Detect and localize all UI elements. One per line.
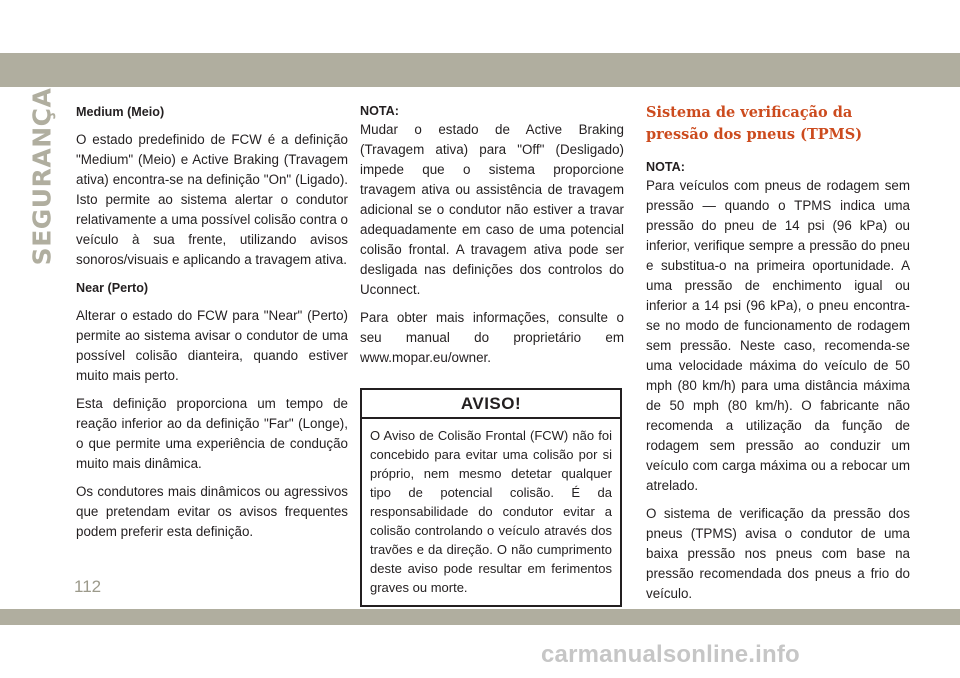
warning-title: AVISO!	[362, 390, 620, 419]
column-middle	[360, 102, 624, 607]
page-number: 112	[74, 577, 102, 596]
footer-band	[0, 609, 960, 625]
note-text-tpms: Para veículos com pneus de rodagem sem pressão — quando o TPMS indica uma pressão do pneu de 14 psi (96 kPa) ou inferior, verifique sempre a pressão do pneu e substitua-o na primeira oportunidade. A uma pressão de enchimento igual ou inferior a 14 psi (96 kPa), o pneu encontra-se no modo de funcionamento de rodagem sem pressão. Neste caso, recomenda-se uma velocidade máxima do veículo de 50 mph (80 km/h) para uma distância máxima de 50 mph (80 km/h). O fabricante não recomenda a utilização da função de rodagem sem pressão ao conduzir um veículo com carga máxima ou a rebocar um atrelado.	[646, 178, 910, 493]
section-tab-label: SEGURANÇA	[27, 87, 57, 265]
watermark: carmanualsonline.info	[541, 641, 800, 668]
section-tab	[22, 87, 62, 265]
column-right	[646, 102, 910, 612]
header-band	[0, 53, 960, 87]
subheading-medium: Medium (Meio)	[76, 105, 165, 119]
paragraph-medium: O estado predefinido de FCW é a definição "Medium" (Meio) e Active Braking (Travagem ativa) encontra-se na definição "On" (Ligado). Isto permite ao sistema alertar o condutor relativamente a uma possível colisão contra o veículo à sua frente, utilizando avisos sonoros/visuais e aplicando a travagem ativa.	[76, 132, 348, 267]
paragraph-tpms: O sistema de verificação da pressão dos pneus (TPMS) avisa o condutor de uma baixa pressão nos pneus com base na pressão recomendada dos pneus a frio do veículo.	[646, 506, 910, 601]
warning-box	[360, 388, 622, 607]
note-label-tpms: NOTA:	[646, 160, 685, 174]
paragraph-drivers: Os condutores mais dinâmicos ou agressivos que pretendam evitar os avisos frequentes podem preferir esta definição.	[76, 484, 348, 539]
subheading-near: Near (Perto)	[76, 281, 149, 295]
section-title: Sistema de verificação da pressão dos pneus (TPMS)	[646, 104, 863, 143]
paragraph-near: Alterar o estado do FCW para "Near" (Perto) permite ao sistema avisar o condutor de uma possível colisão dianteira, quando estiver muito mais perto.	[76, 308, 348, 383]
note-label: NOTA:	[360, 104, 399, 118]
note-text: Mudar o estado de Active Braking (Travagem ativa) para "Off" (Desligado) impede que o sistema proporcione travagem ativa ou assistência de travagem adicional se o condutor não estiver a travar adequadamente em caso de uma potencial colisão frontal. A travagem ativa pode ser desligada nas definições dos controlos do Uconnect.	[360, 122, 624, 297]
paragraph-reaction: Esta definição proporciona um tempo de reação inferior ao da definição "Far" (Longe), o que permite uma experiência de condução muito mais dinâmica.	[76, 396, 348, 471]
paragraph-more-info: Para obter mais informações, consulte o seu manual do proprietário em www.mopar.eu/owner.	[360, 310, 624, 365]
warning-text: O Aviso de Colisão Frontal (FCW) não foi concebido para evitar uma colisão por si próprio, nem mesmo detetar qualquer tipo de potencial colisão. É da responsabilidade do condutor evitar a colisão controlando o veículo através dos travões e da direção. O não cumprimento deste aviso pode resultar em ferimentos graves ou morte.	[370, 428, 612, 595]
column-left	[76, 102, 348, 550]
